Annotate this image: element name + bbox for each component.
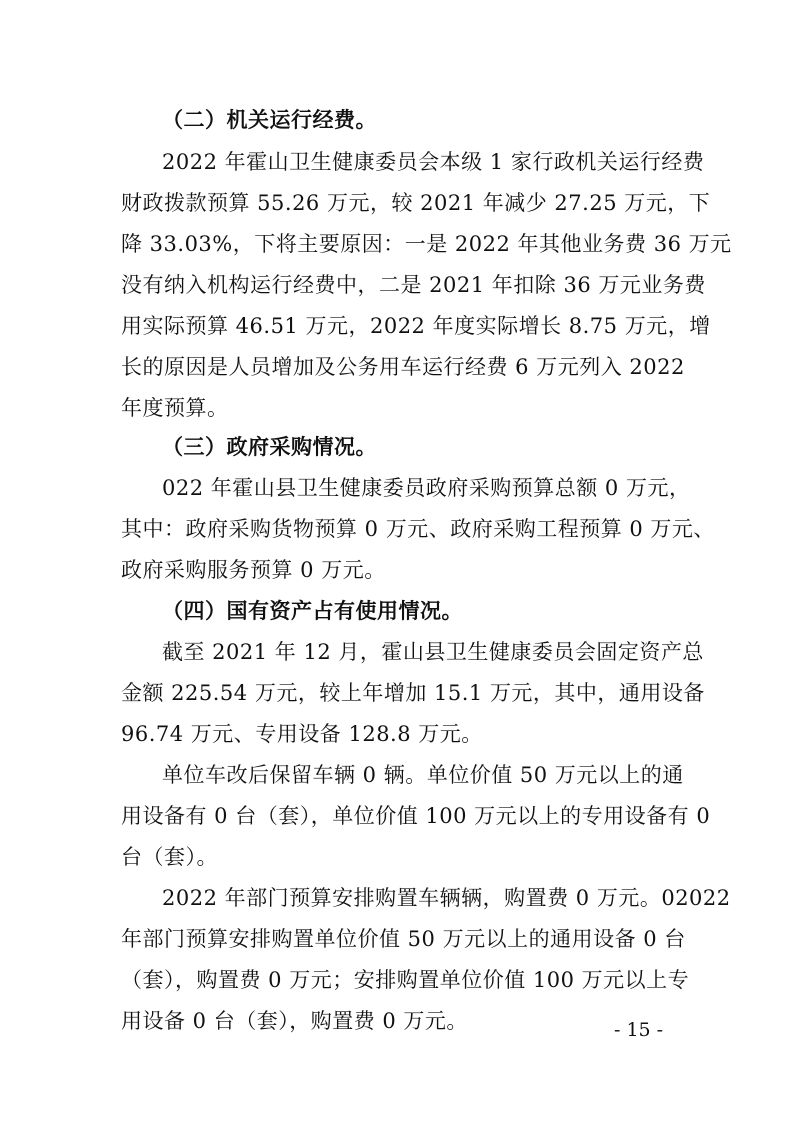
section-heading-state-assets: （四）国有资产占有使用情况。 [162,598,463,623]
paragraph-line: 2022 年霍山卫生健康委员会本级 1 家行政机关运行经费 [162,150,705,174]
paragraph-line: 截至 2021 年 12 月，霍山县卫生健康委员会固定资产总 [162,640,704,664]
paragraph-line: 2022 年部门预算安排购置车辆辆，购置费 0 万元。02022 [162,886,731,910]
paragraph-line: 年部门预算安排购置单位价值 50 万元以上的通用设备 0 台 [121,927,686,951]
section-heading-operating-costs: （二）机关运行经费。 [162,107,377,132]
section-heading-government-procurement: （三）政府采购情况。 [162,434,377,459]
paragraph-line: 022 年霍山县卫生健康委员政府采购预算总额 0 万元， [162,476,691,500]
paragraph-line: 降 33.03%，下将主要原因：一是 2022 年其他业务费 36 万元 [121,232,732,256]
paragraph-line: 单位车改后保留车辆 0 辆。单位价值 50 万元以上的通 [162,763,684,787]
paragraph-line: 其中：政府采购货物预算 0 万元、政府采购工程预算 0 万元、 [121,517,715,541]
paragraph-line: 金额 225.54 万元，较上年增加 15.1 万元，其中，通用设备 [121,681,705,705]
paragraph-line: 财政拨款预算 55.26 万元，较 2021 年减少 27.25 万元，下 [121,191,711,215]
page-number: - 15 - [614,1019,664,1041]
paragraph-line: 没有纳入机构运行经费中，二是 2021 年扣除 36 万元业务费 [121,273,706,297]
paragraph-line: （套），购置费 0 万元；安排购置单位价值 100 万元以上专 [121,968,690,992]
paragraph-line: 用设备 0 台（套），购置费 0 万元。 [121,1009,468,1033]
paragraph-line: 用实际预算 46.51 万元，2022 年度实际增长 8.75 万元，增 [121,314,711,338]
paragraph-line: 年度预算。 [121,396,229,420]
paragraph-line: 96.74 万元、专用设备 128.8 万元。 [121,722,483,746]
paragraph-line: 用设备有 0 台（套），单位价值 100 万元以上的专用设备有 0 [121,804,711,828]
paragraph-line: 台（套）。 [121,845,218,869]
paragraph-line: 长的原因是人员增加及公务用车运行经费 6 万元列入 2022 [121,355,685,379]
paragraph-line: 政府采购服务预算 0 万元。 [121,558,386,582]
